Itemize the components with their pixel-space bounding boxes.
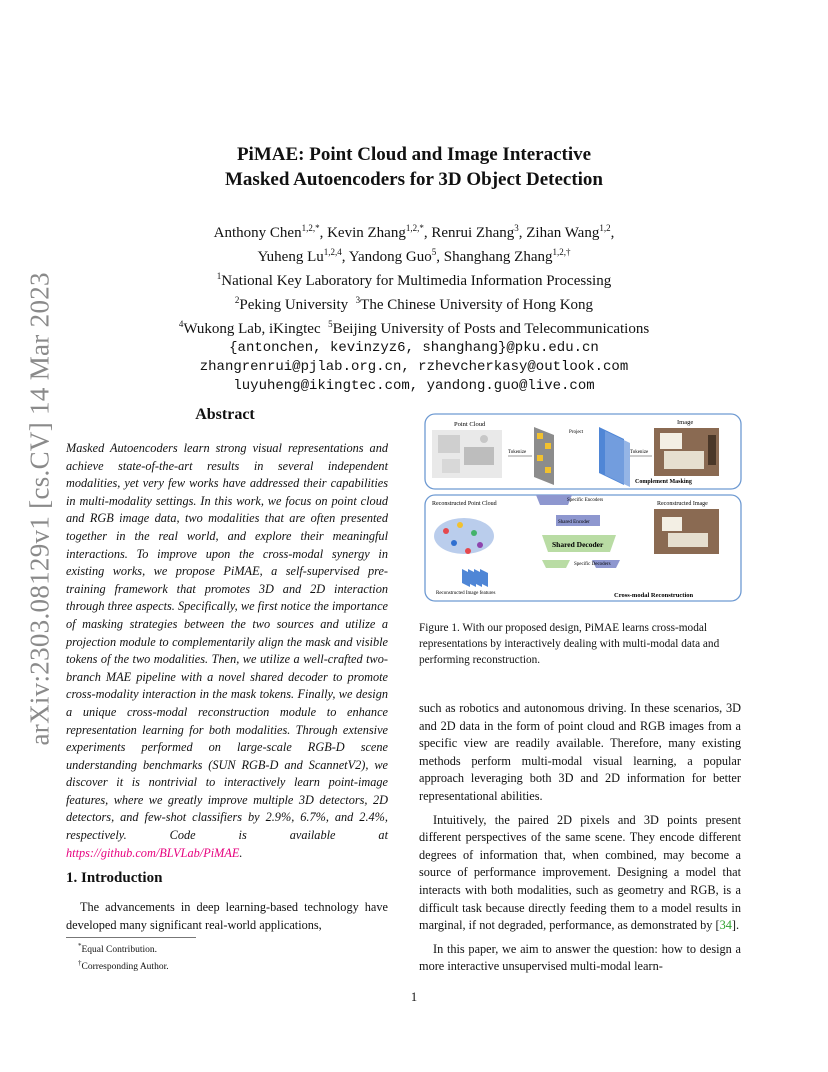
title-line-2: Masked Autoencoders for 3D Object Detection [225,169,603,190]
specific-decoder-shape-left [542,560,570,568]
paper-title [0,142,828,192]
page-number: 1 [410,990,418,1004]
label-reconstructed-image: Reconstructed Image [657,501,708,507]
reconstructed-point-cloud-graphic [434,518,494,554]
label-project: Project [569,430,584,435]
paragraph-1: such as robotics and autonomous driving. In these scenarios, 3D and 2D data in the form of point cloud and RGB images from a specific view are readily available. Therefore, many existing methods perform multi-modal visual learning, a popular approach leveraging both 3D and 2D information for better representational abilities. [419,701,741,803]
reconstructed-image-graphic [654,509,719,554]
code-link[interactable]: https://github.com/BLVLab/PiMAE [66,845,240,860]
label-specific-decoders: Specific Decoders [574,562,611,567]
paragraph-3: In this paper, we aim to answer the question: how to design a more interactive unsupervised multi-modal learn- [419,941,741,974]
authors-line-2: Yuheng Lu$^{1,2,4}$, Yandong Guo$^5$, Shanghang Zhang$^{1,2,\dagger}$ [257,247,571,265]
label-tokenize-right: Tokenize [630,450,649,455]
author-block [0,219,828,396]
title-line-1: PiMAE: Point Cloud and Image Interactive [236,144,592,165]
authors-line-1: Anthony Chen$^{1,2,*}$, Kevin Zhang$^{1,2,*}$, Renrui Zhang$^3$, Zihan Wang$^{1,2}$, [213,223,615,241]
room-point-cloud-graphic [432,430,502,478]
label-image: Image [677,419,694,426]
intro-body: The advancements in deep learning-based technology have developed many significant real-world applications, [66,900,388,932]
abstract-body: Masked Autoencoders learn strong visual representations and achieve state-of-the-art results in several independent modalities, yet very few works have addressed their capabilities in multi-modality settings. In this work, we focus on point cloud and RGB image data, two modalities that are often presented together in the real world, and explore their meaningful interactions. To improve upon the cross-modal synergy in existing works, we propose PiMAE, a self-supervised pre-training framework that promotes 3D and 2D interaction through three aspects. Specifically, we first notice the importance of masking strategies between the two sources and utilize a projection module to complementarily align the mask and visible tokens of the two modalities. Then, we utilize a well-crafted two-branch MAE pipeline with a novel shared decoder to promote cross-modality interaction in the mask tokens. Finally, we design a unique cross-modal reconstruction module to enhance representation learning for both modalities. Through extensive experiments performed on large-scale RGB-D scene understanding benchmarks (SUN RGB-D and ScannetV2), we discover it is nontrivial to interactively learn point-image features, where we greatly improve multiple 3D detectors, 2D detectors, and few-shot classifiers by 2.9%, 6.7%, and 2.4%, respectively. Code is available at https://github.com/BLVLab/PiMAE. [66,441,388,860]
label-tokenize-left: Tokenize [508,450,527,455]
figure-caption: Figure 1. With our proposed design, PiMAE learns cross-modal representations by interactively dealing with multi-modal data and performing reconstruction. [419,622,720,666]
paragraph-2: Intuitively, the paired 2D pixels and 3D points present different perspectives of the same scene. They encode different degrees of information that, when combined, may become a source of performance improvement. Designing a model that interacts with both modalities, such as geometry and RGB, is a difficult task because directly feeding them to a model results in marginal, if not degraded, performance, as demonstrated by [34]. [419,812,741,933]
reconstructed-image-features-graphic [462,569,488,587]
image-tokens [599,427,630,487]
label-reconstructed-image-features: Reconstructed Image features [436,591,496,596]
abstract-heading: Abstract [195,406,255,423]
email-line-1: {antonchen, kevinzyz6, shanghang}@pku.edu.cn [229,340,599,356]
email-line-3: luyuheng@ikingtec.com, yandong.guo@live.com [233,378,595,394]
room-image-graphic [654,428,719,476]
footnotes [78,940,169,974]
right-column-text [419,700,741,982]
affiliation-2-3: $^2$Peking University $^3$The Chinese University of Hong Kong [234,295,594,313]
label-shared-decoder: Shared Decoder [552,540,604,549]
point-tokens [534,427,554,485]
affiliation-1: $^1$National Key Laboratory for Multimedia Information Processing [216,271,612,289]
email-line-2: zhangrenrui@pjlab.org.cn, rzhevcherkasy@outlook.com [199,359,629,375]
label-shared-encoder: Shared Encoder [558,520,590,525]
affiliation-4-5: $^4$Wukong Lab, iKingtec $^5$Beijing University of Posts and Telecommunications [178,319,650,337]
label-point-cloud: Point Cloud [454,421,486,428]
intro-heading: 1. Introduction [66,870,163,886]
label-specific-encoders: Specific Encoders [567,498,604,503]
figure-1-diagram [424,413,742,603]
footnote-rule [66,937,196,938]
arxiv-stamp [20,272,60,760]
footnote-2: †Corresponding Author. [78,959,169,973]
label-reconstructed-point-cloud: Reconstructed Point Cloud [432,501,497,507]
label-complement-masking: Complement Masking [635,479,692,485]
footnote-1: *Equal Contribution. [78,942,157,956]
arxiv-stamp-text: arXiv:2303.08129v1 [cs.CV] 14 Mar 2023 [24,272,55,746]
citation-34[interactable]: 34 [719,918,732,933]
label-cross-modal-reconstruction: Cross-modal Reconstruction [614,592,694,599]
